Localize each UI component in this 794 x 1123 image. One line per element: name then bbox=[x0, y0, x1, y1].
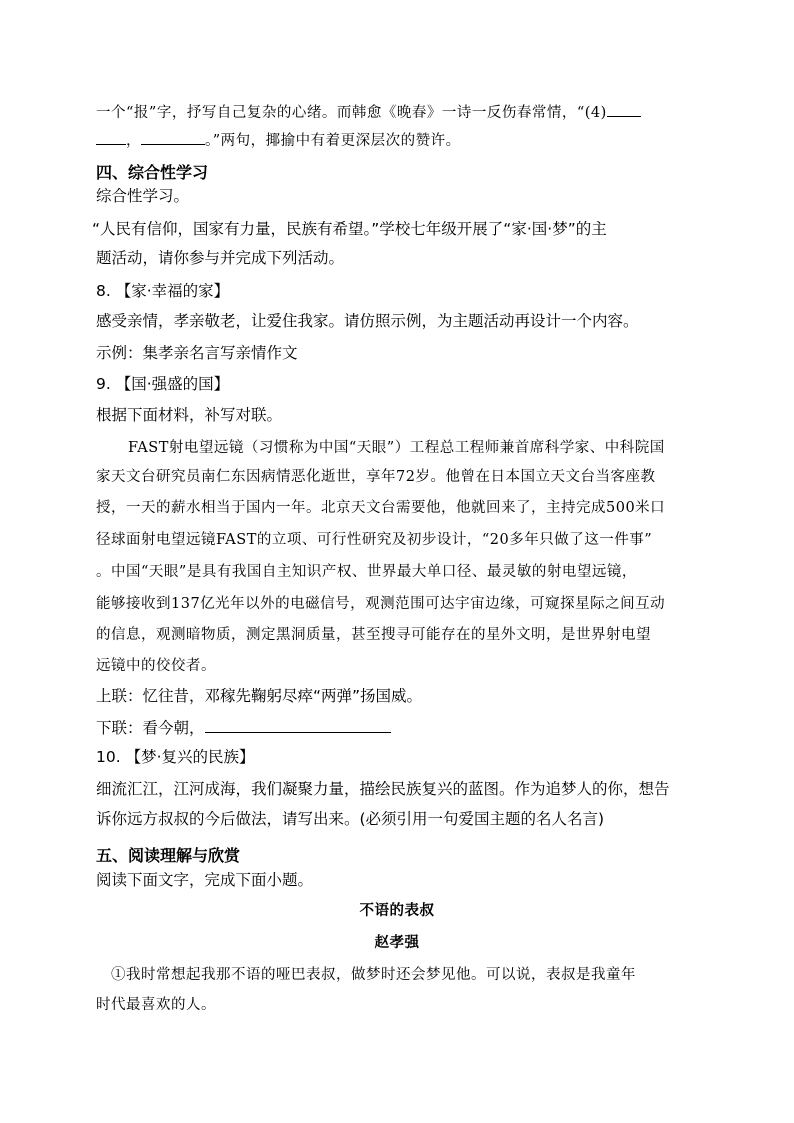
section-5-instruction: 阅读下面文字，完成下面小题。 bbox=[96, 871, 314, 889]
material-line-3: 授，一天的薪水相当于国内一年。北京天文台需要他，他就回来了，主持完成500米口 bbox=[96, 500, 666, 516]
section-4-heading: 四、综合性学习 bbox=[96, 163, 209, 182]
poem-line-2 bbox=[96, 128, 461, 152]
question-8-label: 8. 【家·幸福的家】 bbox=[96, 282, 230, 300]
material-line-2: 家天文台研究员南仁东因病情恶化逝世，享年72岁。他曾在日本国立天文台当客座教 bbox=[96, 469, 656, 485]
article-author: 赵孝强 bbox=[374, 934, 420, 951]
answer-blank-4b[interactable] bbox=[96, 128, 126, 145]
poem-line-1-text: 一个“报”字，抒写自己复杂的心绪。而韩愈《晚春》一诗一反伤春常情，“(4) bbox=[96, 105, 607, 121]
question-10-prompt-line-2: 诉你远方叔叔的今后做法，请写出来。(必须引用一句爱国主题的名人名言) bbox=[96, 810, 605, 828]
material-line-1: FAST射电望远镜（习惯称为中国“天眼”）工程总工程师兼首席科学家、中科院国 bbox=[128, 440, 665, 456]
poem-line-1 bbox=[96, 100, 641, 124]
article-title: 不语的表叔 bbox=[359, 902, 435, 919]
section-5-heading: 五、阅读理解与欣赏 bbox=[96, 846, 241, 865]
poem-line-2-text: 。”两句，揶揄中有着更深层次的赞许。 bbox=[205, 133, 461, 149]
couplet-upper: 上联：忆往昔，邓稼先鞠躬尽瘁“两弹”扬国威。 bbox=[96, 687, 423, 705]
question-8-example: 示例：集孝亲名言写亲情作文 bbox=[96, 344, 298, 362]
question-10-prompt-line-1: 细流汇江，江河成海，我们凝聚力量，描绘民族复兴的蓝图。作为追梦人的你，想告 bbox=[96, 780, 670, 798]
article-paragraph-1-line-2: 时代最喜欢的人。 bbox=[96, 997, 216, 1013]
couplet-lower-label: 下联：看今朝， bbox=[96, 719, 205, 737]
question-9-label: 9. 【国·强盛的国】 bbox=[96, 375, 230, 393]
material-line-4: 径球面射电望远镜FAST的立项、可行性研究及初步设计，“20多年只做了这一件事” bbox=[96, 532, 653, 548]
section-4-intro-line-1: “人民有信仰，国家有力量，民族有希望。”学校七年级开展了“家·国·梦”的主 bbox=[92, 220, 607, 238]
material-line-5: 。中国“天眼”是具有我国自主知识产权、世界最大单口径、最灵敏的射电望远镜， bbox=[96, 564, 637, 580]
couplet-lower bbox=[96, 716, 391, 739]
article-paragraph-1-line-1: ①我时常想起我那不语的哑巴表叔，做梦时还会梦见他。可以说，表叔是我童年 bbox=[111, 967, 636, 983]
question-8-prompt: 感受亲情，孝亲敬老，让爱住我家。请仿照示例，为主题活动再设计一个内容。 bbox=[96, 312, 639, 330]
material-line-7: 的信息，观测暗物质，测定黑洞质量，甚至搜寻可能存在的星外文明，是世界射电望 bbox=[96, 627, 651, 643]
answer-blank-4c[interactable] bbox=[141, 128, 205, 145]
material-line-6: 能够接收到137亿光年以外的电磁信号，观测范围可达宇宙边缘，可窥探星际之间互动 bbox=[96, 596, 666, 612]
section-4-intro-line-2: 题活动，请你参与并完成下列活动。 bbox=[96, 249, 345, 267]
poem-comma: ， bbox=[126, 133, 141, 149]
question-9-prompt: 根据下面材料，补写对联。 bbox=[96, 406, 283, 424]
section-4-subtitle: 综合性学习。 bbox=[96, 187, 190, 205]
answer-blank-4a[interactable] bbox=[607, 100, 641, 117]
couplet-answer-blank[interactable] bbox=[205, 716, 391, 733]
question-10-label: 10. 【梦·复兴的民族】 bbox=[96, 748, 255, 766]
material-line-8: 远镜中的佼佼者。 bbox=[96, 658, 216, 674]
